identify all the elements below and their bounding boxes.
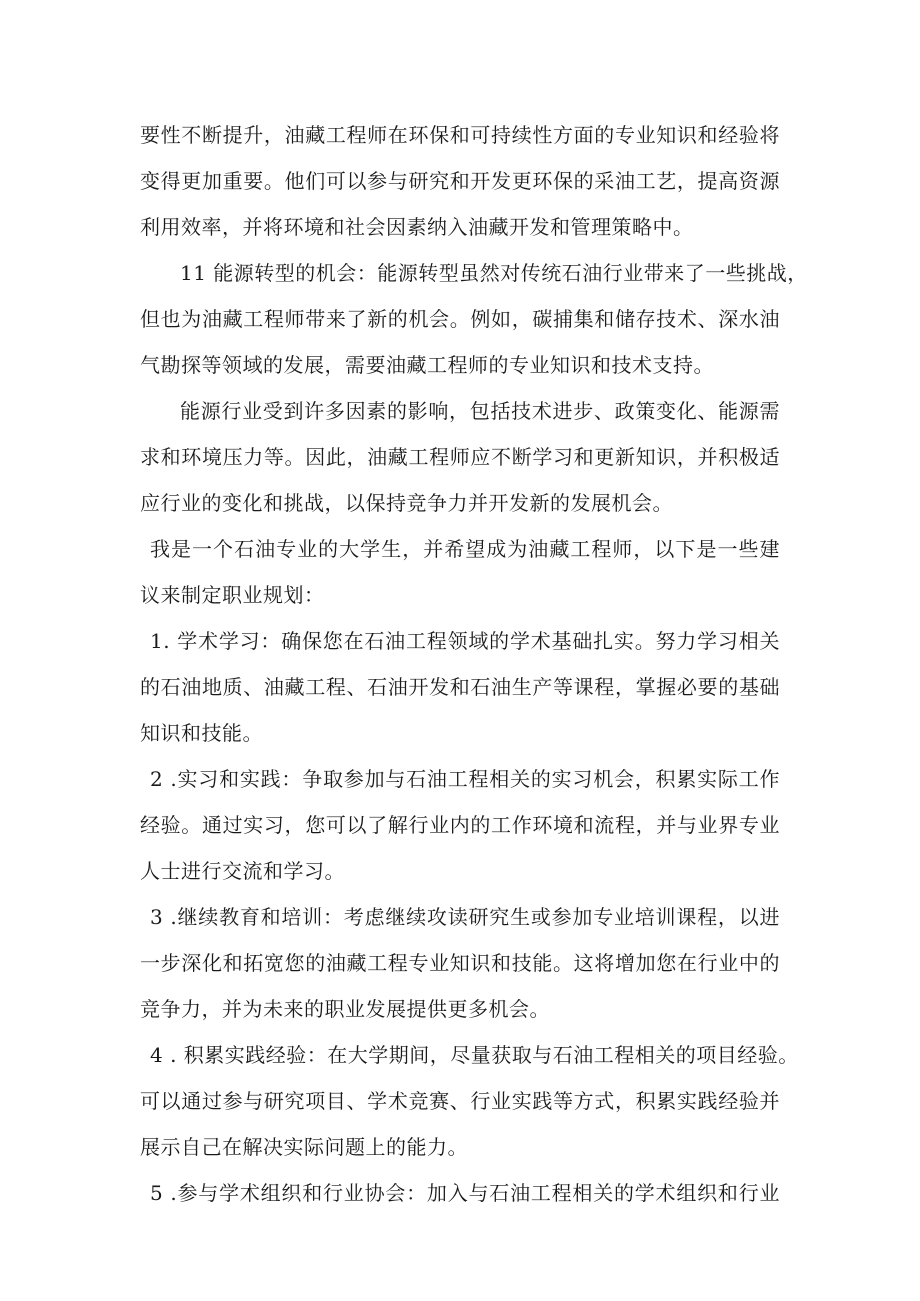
paragraph-line: 11 能源转型的机会：能源转型虽然对传统石油行业带来了一些挑战， (180, 261, 808, 285)
list-item-line: 4 . 积累实践经验：在大学期间，尽量获取与石油工程相关的项目经验。 (150, 1043, 799, 1067)
list-item-line: 5 .参与学术组织和行业协会：加入与石油工程相关的学术组织和行业 (150, 1181, 780, 1205)
paragraph-line: 但也为油藏工程师带来了新的机会。例如，碳捕集和储存技术、深水油 (140, 307, 780, 331)
list-item-line: 人士进行交流和学习。 (140, 859, 345, 883)
list-item-line: 可以通过参与研究项目、学术竞赛、行业实践等方式，积累实践经验并 (140, 1089, 780, 1113)
list-item-line: 展示自己在解决实际问题上的能力。 (140, 1135, 468, 1159)
paragraph-line: 变得更加重要。他们可以参与研究和开发更环保的采油工艺，提高资源 (140, 169, 780, 193)
list-item-line: 2 .实习和实践：争取参加与石油工程相关的实习机会，积累实际工作 (150, 767, 780, 791)
list-item-line: 一步深化和拓宽您的油藏工程专业知识和技能。这将增加您在行业中的 (140, 951, 780, 975)
paragraph-line: 气勘探等领域的发展，需要油藏工程师的专业知识和技术支持。 (140, 353, 714, 377)
paragraph-line: 我是一个石油专业的大学生，并希望成为油藏工程师，以下是一些建 (150, 537, 780, 561)
paragraph-line: 议来制定职业规划： (140, 583, 325, 607)
paragraph-line: 能源行业受到许多因素的影响，包括技术进步、政策变化、能源需 (180, 399, 780, 423)
list-item-line: 经验。通过实习，您可以了解行业内的工作环境和流程，并与业界专业 (140, 813, 780, 837)
list-item-line: 3 .继续教育和培训：考虑继续攻读研究生或参加专业培训课程，以进 (150, 905, 780, 929)
list-item-line: 竞争力，并为未来的职业发展提供更多机会。 (140, 997, 550, 1021)
paragraph-line: 要性不断提升，油藏工程师在环保和可持续性方面的专业知识和经验将 (140, 123, 780, 147)
list-item-line: 1. 学术学习：确保您在石油工程领域的学术基础扎实。努力学习相关 (150, 629, 780, 653)
list-item-line: 知识和技能。 (140, 721, 263, 745)
paragraph-line: 应行业的变化和挑战，以保持竞争力并开发新的发展机会。 (140, 491, 673, 515)
list-item-line: 的石油地质、油藏工程、石油开发和石油生产等课程，掌握必要的基础 (140, 675, 780, 699)
paragraph-line: 利用效率，并将环境和社会因素纳入油藏开发和管理策略中。 (140, 215, 694, 239)
paragraph-line: 求和环境压力等。因此，油藏工程师应不断学习和更新知识，并积极适 (140, 445, 780, 469)
